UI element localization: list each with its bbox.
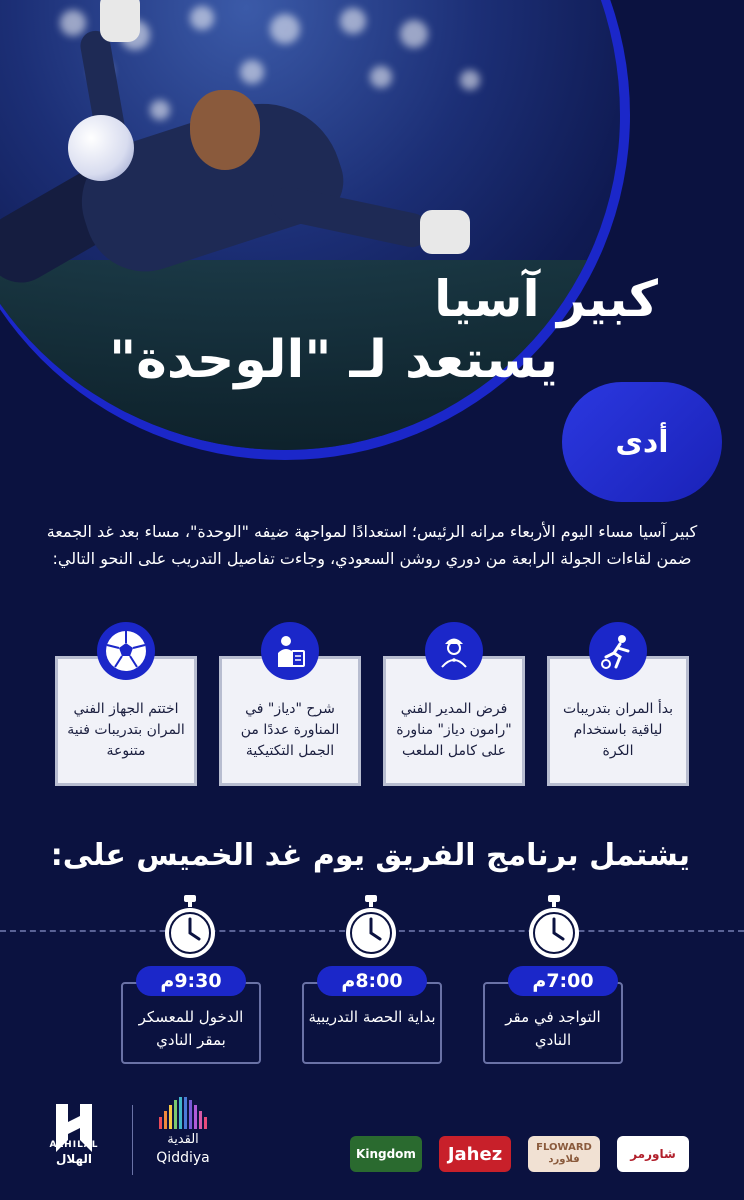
footer-divider bbox=[132, 1105, 133, 1175]
time-badge: 8:00م bbox=[317, 966, 427, 996]
qiddiya-name-en: Qiddiya bbox=[156, 1150, 210, 1166]
coach-clipboard-icon bbox=[261, 622, 319, 680]
stopwatch-icon bbox=[525, 895, 583, 959]
time-badge: 9:30م bbox=[136, 966, 246, 996]
sponsor-jahez: Jahez bbox=[439, 1136, 511, 1172]
qiddiya-name-ar: القدية bbox=[167, 1132, 199, 1147]
hero-photo bbox=[0, 0, 630, 460]
headline-line1: كبير آسيا bbox=[434, 270, 658, 328]
sponsor-kingdom: Kingdom bbox=[350, 1136, 422, 1172]
goalkeeper-head bbox=[190, 90, 260, 170]
glove-right bbox=[420, 210, 470, 254]
club-name-en: ALHILAL bbox=[49, 1140, 99, 1150]
intro-paragraph: كبير آسيا مساء اليوم الأربعاء مرانه الرئيس؛ استعدادًا لمواجهة ضيفه "الوحدة"، مساء بعد غد الجمعة ضمن لقاءات الجولة الرابعة من دوري روشن السعودي، وجاءت تفاصيل التدريب على النحو التالي: bbox=[46, 522, 698, 568]
floward-ar: فلاورد bbox=[548, 1154, 580, 1165]
qiddiya-logo bbox=[155, 1095, 211, 1131]
schedule-item-text: التواجد في مقر النادي bbox=[505, 1008, 601, 1049]
football bbox=[68, 115, 134, 181]
card-text: فرض المدير الفني "رامون دياز" مناورة على كامل الملعب bbox=[396, 701, 512, 759]
training-cards bbox=[55, 622, 689, 786]
stopwatch-icon bbox=[161, 895, 219, 959]
schedule-title: يشتمل برنامج الفريق يوم غد الخميس على: bbox=[50, 838, 690, 873]
sponsor-shawarmer: شاورمر bbox=[617, 1136, 689, 1172]
card-text: بدأ المران بتدريبات لياقية باستخدام الكرة bbox=[563, 701, 673, 759]
player-kicking-ball-icon bbox=[589, 622, 647, 680]
headline-line2: يستعد لـ "الوحدة" bbox=[109, 330, 558, 390]
soccer-ball-icon bbox=[97, 622, 155, 680]
sponsor-floward bbox=[528, 1136, 600, 1172]
schedule-item-text: الدخول للمعسكر بمقر النادي bbox=[138, 1008, 244, 1049]
card-text: اختتم الجهاز الفني المران بتدريبات فنية متنوعة bbox=[67, 701, 185, 759]
card-text: شرح "دياز" في المناورة عددًا من الجمل التكتيكية bbox=[240, 701, 340, 759]
schedule-item-text: بداية الحصة التدريبية bbox=[308, 1008, 436, 1026]
stopwatch-icon bbox=[342, 895, 400, 959]
badge-label: أدى bbox=[615, 424, 669, 460]
time-badge: 7:00م bbox=[508, 966, 618, 996]
badge-circle bbox=[562, 382, 722, 502]
club-name-ar: الهلال bbox=[55, 1152, 93, 1166]
coach-icon bbox=[425, 622, 483, 680]
floward-en: FLOWARD bbox=[536, 1142, 592, 1153]
glove-left bbox=[100, 0, 140, 42]
